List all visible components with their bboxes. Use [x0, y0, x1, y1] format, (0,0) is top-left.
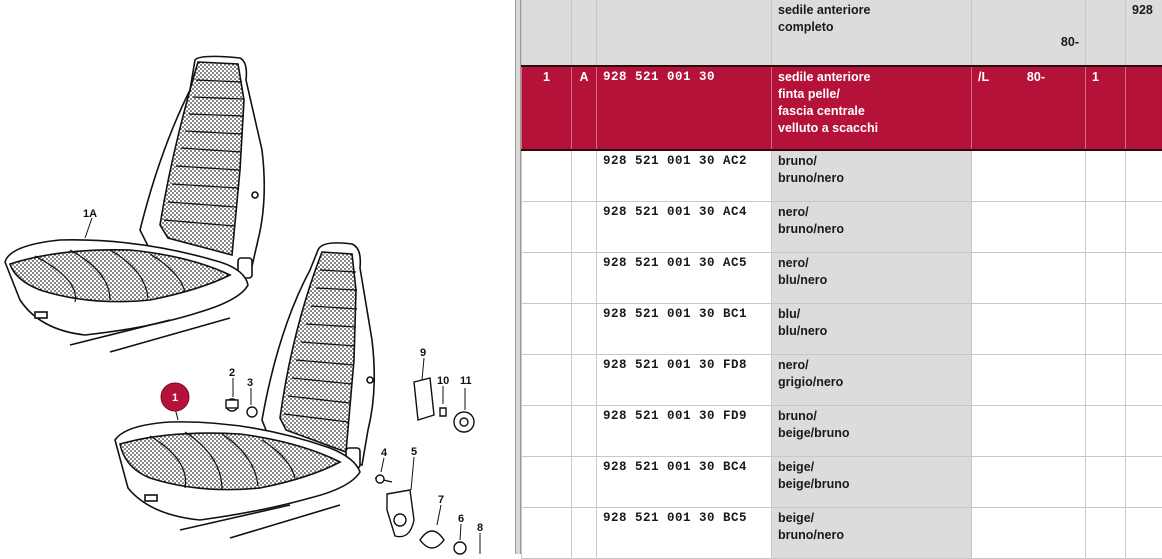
- table-cell-description[interactable]: sedile anteriore finta pelle/ fascia centrale velluto a scacchi: [772, 66, 972, 150]
- callout-label[interactable]: 7: [438, 494, 445, 506]
- table-cell-part-number[interactable]: 928 521 001 30 FD8: [597, 355, 772, 406]
- table-cell-part-number[interactable]: 928 521 001 30 AC2: [597, 150, 772, 202]
- table-row[interactable]: [522, 508, 1162, 559]
- table-cell-part-number[interactable]: 928 521 001 30 BC4: [597, 457, 772, 508]
- table-cell[interactable]: [522, 355, 572, 406]
- table-cell[interactable]: [572, 304, 597, 355]
- callout-label[interactable]: 6: [458, 513, 465, 525]
- table-cell-description[interactable]: nero/ grigio/nero: [772, 355, 972, 406]
- table-cell[interactable]: [1126, 150, 1162, 202]
- callout-label[interactable]: 4: [381, 447, 388, 459]
- table-cell-description[interactable]: nero/ bruno/nero: [772, 202, 972, 253]
- table-row[interactable]: [522, 406, 1162, 457]
- table-cell-description[interactable]: blu/ blu/nero: [772, 304, 972, 355]
- table-cell-model-year[interactable]: /L 80-: [972, 66, 1086, 150]
- table-cell: [522, 0, 572, 66]
- table-row[interactable]: [522, 253, 1162, 304]
- table-cell[interactable]: [972, 202, 1086, 253]
- seat-illustration: [0, 0, 515, 554]
- table-cell-part-number[interactable]: 928 521 001 30 BC1: [597, 304, 772, 355]
- table-cell-description[interactable]: beige/ bruno/nero: [772, 508, 972, 559]
- table-cell-part-number[interactable]: 928 521 001 30 AC4: [597, 202, 772, 253]
- callout-label[interactable]: 8: [477, 522, 484, 534]
- table-cell[interactable]: [972, 457, 1086, 508]
- table-cell[interactable]: [572, 202, 597, 253]
- table-cell[interactable]: [1126, 508, 1162, 559]
- table-row-header: [522, 0, 1162, 66]
- table-cell[interactable]: [1086, 457, 1126, 508]
- table-cell[interactable]: [572, 150, 597, 202]
- table-cell[interactable]: [522, 304, 572, 355]
- callout-label[interactable]: 2: [229, 367, 236, 379]
- table-cell[interactable]: [1126, 253, 1162, 304]
- table-cell[interactable]: [1126, 406, 1162, 457]
- callout-label[interactable]: 10: [437, 375, 450, 387]
- table-cell[interactable]: [522, 406, 572, 457]
- table-cell[interactable]: [1126, 202, 1162, 253]
- table-cell[interactable]: [572, 253, 597, 304]
- table-cell-year: 80-: [972, 0, 1086, 66]
- table-cell-part-number[interactable]: 928 521 001 30 AC5: [597, 253, 772, 304]
- table-cell-position[interactable]: 1: [522, 66, 572, 150]
- table-cell[interactable]: [1126, 66, 1162, 150]
- callout-label[interactable]: 1A: [83, 208, 98, 220]
- table-cell[interactable]: [522, 457, 572, 508]
- callout-label[interactable]: 3: [247, 377, 254, 389]
- seat-1a-drawing: [5, 56, 264, 352]
- callout-label[interactable]: 5: [411, 446, 418, 458]
- callout-label[interactable]: 1: [172, 392, 179, 404]
- table-cell-extra: 928: [1126, 0, 1162, 66]
- table-cell[interactable]: [572, 457, 597, 508]
- table-cell[interactable]: [972, 150, 1086, 202]
- table-cell[interactable]: [1086, 355, 1126, 406]
- table-cell[interactable]: [972, 355, 1086, 406]
- table-cell[interactable]: [522, 253, 572, 304]
- table-row[interactable]: [522, 150, 1162, 202]
- table-cell-type[interactable]: A: [572, 66, 597, 150]
- table-cell[interactable]: [522, 150, 572, 202]
- exploded-view-diagram: [0, 0, 515, 554]
- table-cell[interactable]: [522, 202, 572, 253]
- table-cell[interactable]: [1086, 508, 1126, 559]
- callout-label[interactable]: 9: [420, 347, 427, 359]
- table-row-selected[interactable]: [522, 66, 1162, 150]
- table-cell-part-number[interactable]: 928 521 001 30: [597, 66, 772, 150]
- table-cell[interactable]: [572, 508, 597, 559]
- table-cell[interactable]: [1086, 406, 1126, 457]
- parts-table-panel: [521, 0, 1153, 554]
- table-cell[interactable]: [972, 304, 1086, 355]
- table-cell[interactable]: [1126, 304, 1162, 355]
- table-cell[interactable]: [972, 406, 1086, 457]
- table-cell-description[interactable]: bruno/ bruno/nero: [772, 150, 972, 202]
- table-cell[interactable]: [972, 508, 1086, 559]
- parts-table: [521, 0, 1162, 559]
- table-cell: [1086, 0, 1126, 66]
- table-cell[interactable]: [972, 253, 1086, 304]
- table-cell[interactable]: [522, 508, 572, 559]
- table-row[interactable]: [522, 355, 1162, 406]
- table-row[interactable]: [522, 202, 1162, 253]
- callout-label[interactable]: 11: [460, 375, 472, 387]
- table-row[interactable]: [522, 457, 1162, 508]
- table-cell-part-number[interactable]: 928 521 001 30 BC5: [597, 508, 772, 559]
- table-cell-description[interactable]: bruno/ beige/bruno: [772, 406, 972, 457]
- table-cell[interactable]: [572, 406, 597, 457]
- table-cell[interactable]: [572, 355, 597, 406]
- table-cell[interactable]: [1086, 304, 1126, 355]
- table-cell-description: sedile anteriore completo: [772, 0, 972, 66]
- table-cell-quantity[interactable]: 1: [1086, 66, 1126, 150]
- table-cell-description[interactable]: nero/ blu/nero: [772, 253, 972, 304]
- table-cell[interactable]: [1126, 355, 1162, 406]
- table-cell[interactable]: [1126, 457, 1162, 508]
- table-row[interactable]: [522, 304, 1162, 355]
- table-cell[interactable]: [1086, 253, 1126, 304]
- table-cell[interactable]: [1086, 202, 1126, 253]
- table-cell: [597, 0, 772, 66]
- table-cell: [572, 0, 597, 66]
- table-cell-description[interactable]: beige/ beige/bruno: [772, 457, 972, 508]
- table-cell[interactable]: [1086, 150, 1126, 202]
- table-cell-part-number[interactable]: 928 521 001 30 FD9: [597, 406, 772, 457]
